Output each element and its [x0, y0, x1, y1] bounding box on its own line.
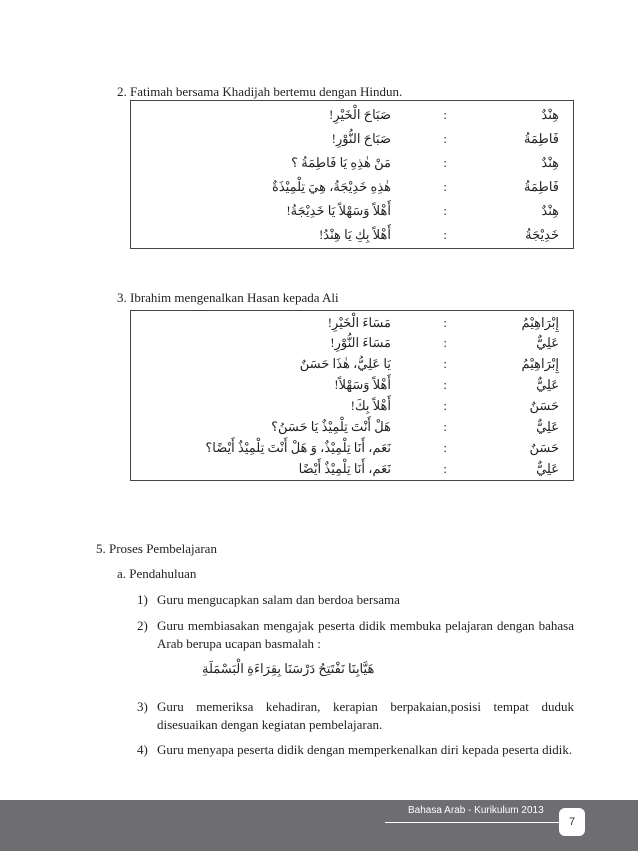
speaker-name: خَدِيْجَةُ — [525, 227, 559, 242]
footer-text: Bahasa Arab - Kurikulum 2013 — [408, 805, 544, 816]
list-item — [137, 617, 574, 653]
list-item — [137, 591, 574, 609]
dialog-line: أَهْلاً وَسَهْلاً! — [334, 377, 391, 392]
basmalah-text: هَيَّابِنَا نَفْتَتِحُ دَرْسَنَا بِقِرَاءَةِ الْبَسْمَلَةِ — [202, 661, 375, 676]
colon: : — [443, 203, 447, 218]
list-text: Guru memeriksa kehadiran, kerapian berpakaian,posisi tempat duduk disesuaikan dengan kegiatan pembelajaran. — [157, 699, 574, 732]
speaker-name: هِنْدٌ — [541, 203, 559, 218]
list-number: 2) — [137, 618, 148, 633]
speaker-name: عَلِيٌّ — [536, 419, 559, 434]
dialog-box-ibrahim — [130, 310, 574, 481]
list-item — [137, 741, 574, 759]
dialog-row — [131, 103, 573, 127]
colon: : — [443, 398, 447, 413]
dialog-line: يَا عَلِيُّ، هٰذَا حَسَنٌ — [299, 356, 391, 371]
speaker-name: فَاطِمَةُ — [523, 131, 559, 146]
colon: : — [443, 107, 447, 122]
dialog-line: هٰذِهِ خَدِيْجَةُ، هِيَ تِلْمِيْذَةٌ — [272, 179, 391, 194]
colon: : — [443, 335, 447, 350]
list-number: 4) — [137, 742, 148, 757]
dialog-row — [131, 175, 573, 199]
list-text: Guru menyapa peserta didik dengan memperkenalkan diri kepada peserta didik. — [157, 742, 573, 757]
speaker-name: هِنْدٌ — [541, 107, 559, 122]
dialog-row — [131, 199, 573, 223]
dialog-line: صَبَاحَ النُّوْرِ! — [331, 131, 391, 146]
dialog-line: أَهْلاً بِكَ! — [350, 398, 391, 413]
dialog-line: صَبَاحَ الْخَيْرِ! — [329, 107, 391, 122]
colon: : — [443, 155, 447, 170]
colon: : — [443, 131, 447, 146]
dialog-row — [131, 457, 573, 481]
list-number: 1) — [137, 592, 148, 607]
speaker-name: إِبْرَاهِيْمُ — [521, 315, 559, 330]
speaker-name: هِنْدٌ — [541, 155, 559, 170]
speaker-name: عَلِيٌّ — [536, 377, 559, 392]
colon: : — [443, 315, 447, 330]
list-number: 3) — [137, 699, 148, 714]
speaker-name: فَاطِمَةُ — [523, 179, 559, 194]
speaker-name: حَسَنٌ — [529, 398, 559, 413]
dialog-line: مَنْ هٰذِهِ يَا فَاطِمَةُ ؟ — [291, 155, 391, 170]
colon: : — [443, 440, 447, 455]
dialog-row — [131, 127, 573, 151]
speaker-name: إِبْرَاهِيْمُ — [521, 356, 559, 371]
dialog-line: نَعَم، أَنَا تِلْمِيْذٌ أَيْضًا — [298, 461, 391, 476]
colon: : — [443, 377, 447, 392]
subsection-a-title: a. Pendahuluan — [117, 566, 197, 581]
dialog-box-fatimah — [130, 100, 574, 249]
dialog-line: أَهْلاً بِكِ يَا هِنْدُ! — [318, 227, 391, 242]
speaker-name: عَلِيٌّ — [536, 461, 559, 476]
colon: : — [443, 461, 447, 476]
colon: : — [443, 419, 447, 434]
section-3-title: 3. Ibrahim mengenalkan Hasan kepada Ali — [117, 290, 339, 305]
list-text: Guru membiasakan mengajak peserta didik membuka pelajaran dengan bahasa Arab berupa ucapan basmalah : — [157, 618, 574, 651]
speaker-name: حَسَنٌ — [529, 440, 559, 455]
list-text: Guru mengucapkan salam dan berdoa bersama — [157, 592, 400, 607]
section-2-title: 2. Fatimah bersama Khadijah bertemu dengan Hindun. — [117, 84, 403, 99]
dialog-row — [131, 223, 573, 247]
dialog-row — [131, 151, 573, 175]
dialog-line: مَسَاءَ الْخَيْرِ! — [327, 315, 391, 330]
dialog-line: أَهْلاً وَسَهْلاً يَا خَدِيْجَةُ! — [286, 203, 391, 218]
dialog-line: مَسَاءَ النُّوْرِ! — [330, 335, 391, 350]
colon: : — [443, 356, 447, 371]
dialog-line: هَلْ أَنْتَ تِلْمِيْذٌ يَا حَسَنُ؟ — [271, 419, 391, 434]
colon: : — [443, 179, 447, 194]
speaker-name: عَلِيٌّ — [536, 335, 559, 350]
page-number: 7 — [559, 808, 585, 836]
colon: : — [443, 227, 447, 242]
footer-divider — [385, 822, 559, 823]
dialog-line: نَعَم، أَنَا تِلْمِيْذٌ، وَ هَلْ أَنْتَ تِلْمِيْذٌ أَيْضًا؟ — [205, 440, 391, 455]
section-5-title: 5. Proses Pembelajaran — [96, 541, 217, 556]
list-item — [137, 698, 574, 734]
